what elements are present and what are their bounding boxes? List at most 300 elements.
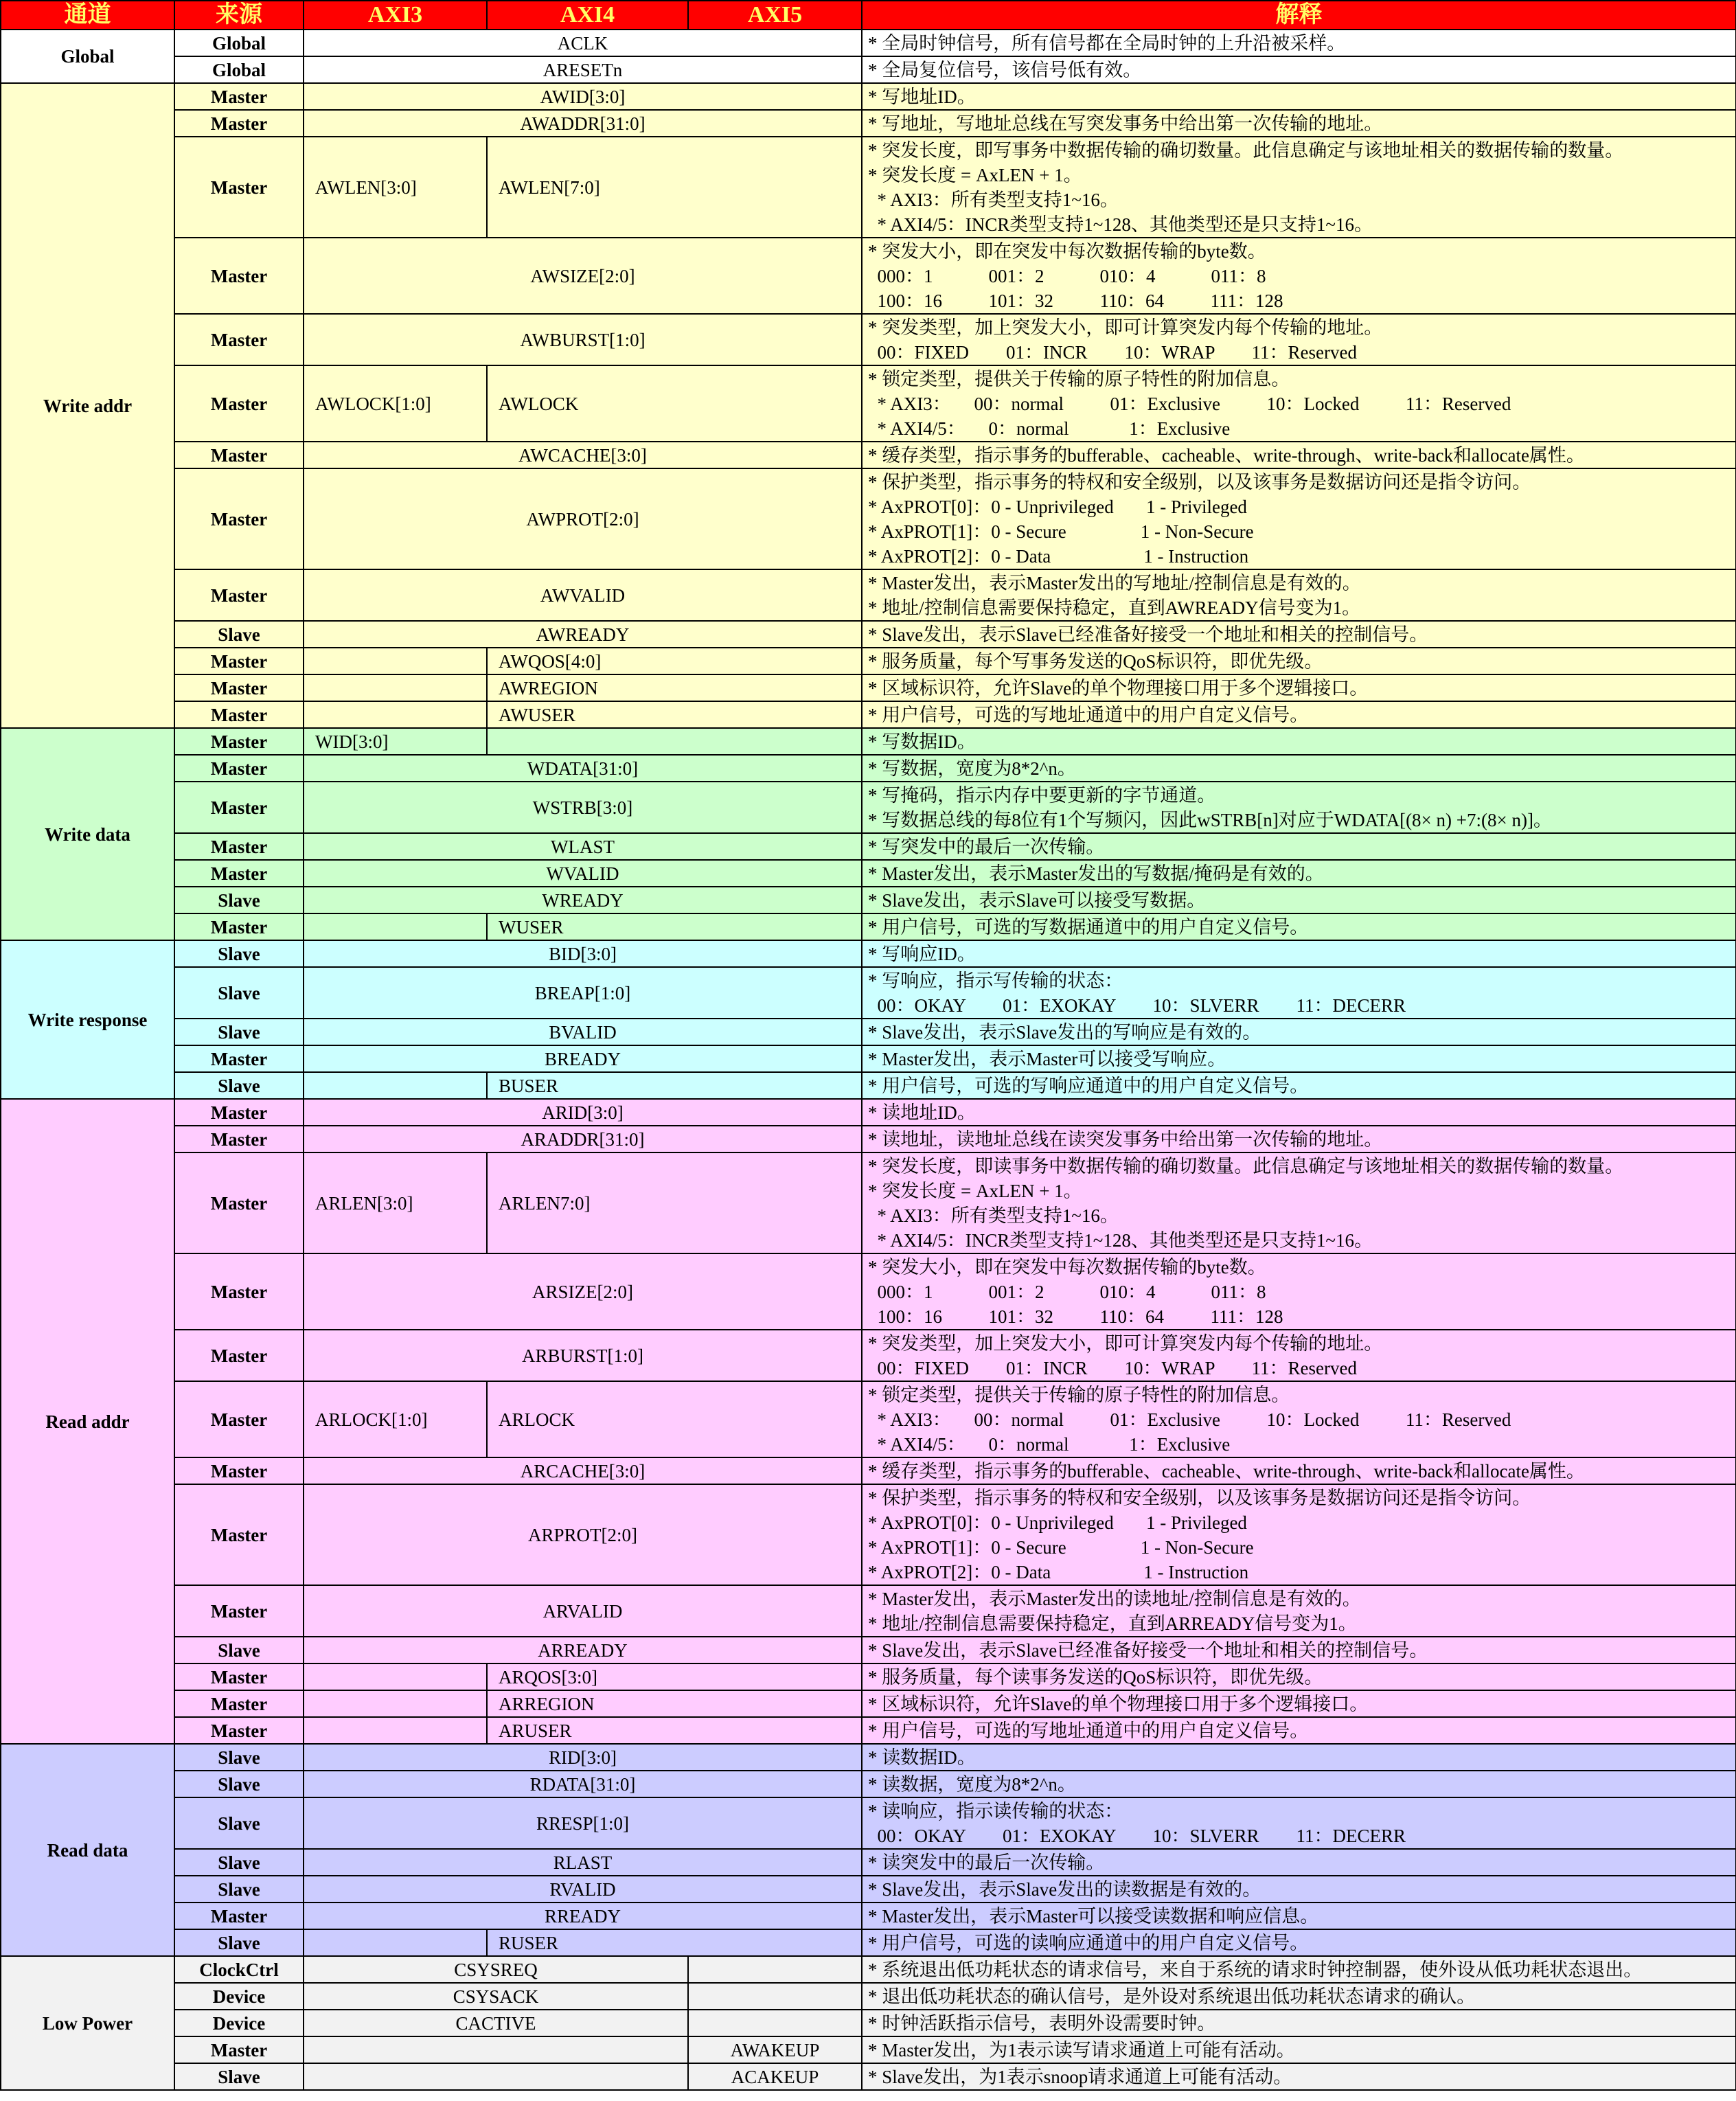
source-cell: Master (174, 701, 304, 728)
table-row (1, 2010, 1736, 2036)
signal-cell: CSYSACK (304, 1983, 688, 2010)
description-line: * 地址/控制信息需要保持稳定，直到ARREADY信号变为1。 (868, 1613, 1357, 1634)
channel-cell: Read addr (1, 1099, 174, 1744)
description-line: 00：OKAY 01：EXOKAY 10：SLVERR 11：DECERR (868, 1825, 1406, 1846)
description-cell (862, 782, 1736, 833)
description-line: * 保护类型，指示事务的特权和安全级别，以及该事务是数据访问还是指令访问。 (868, 1487, 1531, 1508)
source-cell: Slave (174, 1072, 304, 1099)
source-cell: Slave (174, 1019, 304, 1045)
source-cell: Master (174, 238, 304, 314)
description-cell (862, 1717, 1736, 1744)
signal-cell: ARPROT[2:0] (304, 1484, 862, 1585)
description-line: * AxPROT[1]：0 - Secure 1 - Non-Secure (868, 1536, 1254, 1558)
description-line: * 用户信号，可选的读响应通道中的用户自定义信号。 (868, 1932, 1309, 1953)
source-cell: Master (174, 1099, 304, 1126)
axi5-signal-cell (688, 1956, 862, 1983)
table-row (1, 56, 1736, 83)
signal-cell: ARREGION (487, 1690, 862, 1717)
table-row (1, 967, 1736, 1019)
description-cell (862, 56, 1736, 83)
description-line: * 缓存类型，指示事务的bufferable、cacheable、write-through、write-back和allocate属性。 (868, 1460, 1585, 1481)
source-cell: Slave (174, 940, 304, 967)
description-line: * Master发出，为1表示读写请求通道上可能有活动。 (868, 2039, 1295, 2060)
description-line: * Master发出，表示Master发出的写地址/控制信息是有效的。 (868, 572, 1361, 593)
table-row (1, 1330, 1736, 1381)
description-line: * AxPROT[0]：0 - Unprivileged 1 - Privileged (868, 1512, 1247, 1533)
description-cell (862, 1152, 1736, 1253)
table-row (1, 913, 1736, 940)
description-line: * AXI3： 00：normal 01：Exclusive 10：Locked 11：Reserved (868, 1409, 1511, 1430)
table-row (1, 110, 1736, 137)
source-cell: Master (174, 782, 304, 833)
table-row (1, 1099, 1736, 1126)
description-cell (862, 2036, 1736, 2063)
table-row (1, 365, 1736, 442)
signal-cell: BID[3:0] (304, 940, 862, 967)
description-line: * Slave发出，表示Slave发出的写响应是有效的。 (868, 1021, 1261, 1043)
description-line: * 区域标识符，允许Slave的单个物理接口用于多个逻辑接口。 (868, 677, 1369, 699)
signal-cell: ARREADY (304, 1637, 862, 1663)
description-line: * AXI4/5： 0：normal 1：Exclusive (868, 418, 1231, 439)
axi3-signal-cell (304, 1663, 487, 1690)
source-cell: Device (174, 1983, 304, 2010)
table-row (1, 728, 1736, 755)
description-cell (862, 1903, 1736, 1929)
table-row (1, 648, 1736, 674)
description-line: * Master发出，表示Master发出的读地址/控制信息是有效的。 (868, 1588, 1361, 1609)
axi3-signal-cell: ARLEN[3:0] (304, 1152, 487, 1253)
description-cell (862, 1099, 1736, 1126)
description-line: * Slave发出，表示Slave已经准备好接受一个地址和相关的控制信号。 (868, 624, 1428, 645)
description-line: * 退出低功耗状态的确认信号，是外设对系统退出低功耗状态请求的确认。 (868, 1986, 1476, 2007)
channel-cell: Write response (1, 940, 174, 1099)
description-line: * 突发长度，即写事务中数据传输的确切数量。此信息确定与该地址相关的数据传输的数量。 (868, 139, 1624, 161)
signal-cell: BREAP[1:0] (304, 967, 862, 1019)
table-row (1, 1797, 1736, 1849)
description-cell (862, 967, 1736, 1019)
header-channel: 通道 (1, 1, 174, 30)
description-line: * 全局时钟信号，所有信号都在全局时钟的上升沿被采样。 (868, 32, 1346, 54)
source-cell: Master (174, 1903, 304, 1929)
table-row (1, 83, 1736, 110)
description-cell (862, 468, 1736, 569)
source-cell: Master (174, 2036, 304, 2063)
signal-cell: CACTIVE (304, 2010, 688, 2036)
description-line: * 读地址，读地址总线在读突发事务中给出第一次传输的地址。 (868, 1128, 1383, 1150)
signal-cell: ARSIZE[2:0] (304, 1253, 862, 1330)
table-row (1, 30, 1736, 56)
description-cell (862, 728, 1736, 755)
description-line: * 突发类型，加上突发大小，即可计算突发内每个传输的地址。 (868, 317, 1383, 338)
source-cell: Master (174, 314, 304, 365)
signal-cell: RLAST (304, 1849, 862, 1876)
description-line: * AXI3： 00：normal 01：Exclusive 10：Locked 11：Reserved (868, 393, 1511, 414)
description-line: * 突发大小，即在突发中每次数据传输的byte数。 (868, 240, 1266, 262)
signal-cell: AWLOCK (487, 365, 862, 442)
description-line: * 缓存类型，指示事务的bufferable、cacheable、write-through、write-back和allocate属性。 (868, 444, 1585, 466)
table-row (1, 1771, 1736, 1797)
axi5-signal-cell: ACAKEUP (688, 2063, 862, 2090)
axi3-signal-cell (304, 1929, 487, 1956)
description-line: * 锁定类型，提供关于传输的原子特性的附加信息。 (868, 368, 1290, 389)
description-line: * 突发长度 = AxLEN + 1。 (868, 164, 1082, 185)
axi3-signal-cell: AWLEN[3:0] (304, 137, 487, 238)
table-row (1, 860, 1736, 887)
header-source: 来源 (174, 1, 304, 30)
description-line: 100：16 101：32 110：64 111：128 (868, 1306, 1283, 1327)
description-line: * 写数据，宽度为8*2^n。 (868, 758, 1076, 779)
table-row (1, 1929, 1736, 1956)
axi3-signal-cell (304, 648, 487, 674)
source-cell: Master (174, 1330, 304, 1381)
table-row (1, 442, 1736, 468)
table-row (1, 1690, 1736, 1717)
table-row (1, 887, 1736, 913)
signal-cell (304, 2063, 688, 2090)
table-row (1, 1072, 1736, 1099)
description-line: * AxPROT[0]：0 - Unprivileged 1 - Privileged (868, 496, 1247, 517)
description-cell (862, 940, 1736, 967)
table-row (1, 621, 1736, 648)
description-cell (862, 648, 1736, 674)
signal-cell: AWREADY (304, 621, 862, 648)
signal-cell: RUSER (487, 1929, 862, 1956)
channel-cell: Read data (1, 1744, 174, 1956)
source-cell: Master (174, 83, 304, 110)
table-row (1, 1152, 1736, 1253)
source-cell: Slave (174, 967, 304, 1019)
axi3-signal-cell: ARLOCK[1:0] (304, 1381, 487, 1457)
description-cell (862, 1072, 1736, 1099)
signal-cell: RREADY (304, 1903, 862, 1929)
source-cell: Master (174, 860, 304, 887)
table-row (1, 238, 1736, 314)
description-line: * 写掩码，指示内存中要更新的字节通道。 (868, 784, 1216, 806)
description-line: * 地址/控制信息需要保持稳定，直到AWREADY信号变为1。 (868, 597, 1361, 618)
description-line: * 写地址ID。 (868, 86, 976, 107)
source-cell: Slave (174, 1876, 304, 1903)
source-cell: Slave (174, 1744, 304, 1771)
signal-cell: ARQOS[3:0] (487, 1663, 862, 1690)
description-line: 000：1 001：2 010：4 011：8 (868, 1281, 1266, 1302)
signal-cell: AWREGION (487, 674, 862, 701)
signal-cell: WSTRB[3:0] (304, 782, 862, 833)
description-cell (862, 1484, 1736, 1585)
signal-cell: BUSER (487, 1072, 862, 1099)
description-line: * 保护类型，指示事务的特权和安全级别，以及该事务是数据访问还是指令访问。 (868, 471, 1531, 492)
channel-cell: Low Power (1, 1956, 174, 2090)
signal-cell: ARID[3:0] (304, 1099, 862, 1126)
source-cell: ClockCtrl (174, 1956, 304, 1983)
description-cell (862, 1330, 1736, 1381)
source-cell: Master (174, 468, 304, 569)
signal-cell: RVALID (304, 1876, 862, 1903)
table-row (1, 569, 1736, 621)
signal-cell: ARADDR[31:0] (304, 1126, 862, 1152)
description-line: * AxPROT[2]：0 - Data 1 - Instruction (868, 1561, 1249, 1582)
table-row (1, 1484, 1736, 1585)
signal-cell: ARESETn (304, 56, 862, 83)
description-line: * 写响应ID。 (868, 943, 976, 964)
source-cell: Master (174, 1484, 304, 1585)
table-row (1, 1126, 1736, 1152)
axi3-signal-cell (304, 1717, 487, 1744)
signal-cell: AWSIZE[2:0] (304, 238, 862, 314)
description-line: * Master发出，表示Master可以接受读数据和响应信息。 (868, 1905, 1319, 1927)
signal-cell: RRESP[1:0] (304, 1797, 862, 1849)
source-cell: Slave (174, 1797, 304, 1849)
table-row (1, 2036, 1736, 2063)
description-cell (862, 1663, 1736, 1690)
axi5-signal-cell (688, 1983, 862, 2010)
table-row (1, 940, 1736, 967)
description-line: * Slave发出，为1表示snoop请求通道上可能有活动。 (868, 2066, 1292, 2087)
axi3-signal-cell (304, 1072, 487, 1099)
source-cell: Slave (174, 1849, 304, 1876)
signal-cell (304, 2036, 688, 2063)
channel-cell: Write data (1, 728, 174, 940)
table-row (1, 1956, 1736, 1983)
description-cell (862, 1771, 1736, 1797)
axi3-signal-cell (304, 701, 487, 728)
table-row (1, 1585, 1736, 1637)
source-cell: Global (174, 56, 304, 83)
signal-cell: ARBURST[1:0] (304, 1330, 862, 1381)
table-row (1, 1849, 1736, 1876)
signal-cell: AWPROT[2:0] (304, 468, 862, 569)
description-line: * Slave发出，表示Slave可以接受写数据。 (868, 889, 1206, 911)
description-line: 00：FIXED 01：INCR 10：WRAP 11：Reserved (868, 341, 1357, 363)
signal-cell: ARLOCK (487, 1381, 862, 1457)
table-row (1, 674, 1736, 701)
source-cell: Master (174, 674, 304, 701)
description-cell (862, 621, 1736, 648)
source-cell: Master (174, 110, 304, 137)
signal-cell: AWCACHE[3:0] (304, 442, 862, 468)
source-cell: Master (174, 1381, 304, 1457)
table-row (1, 1717, 1736, 1744)
table-row (1, 1744, 1736, 1771)
description-line: * 用户信号，可选的写数据通道中的用户自定义信号。 (868, 916, 1309, 938)
description-cell (862, 674, 1736, 701)
channel-cell: Global (1, 30, 174, 83)
description-cell (862, 887, 1736, 913)
source-cell: Master (174, 913, 304, 940)
table-row (1, 468, 1736, 569)
description-line: * AXI4/5：INCR类型支持1~128、其他类型还是只支持1~16。 (868, 1229, 1373, 1251)
signal-cell: AWUSER (487, 701, 862, 728)
description-line: 000：1 001：2 010：4 011：8 (868, 265, 1266, 286)
signal-cell: AWVALID (304, 569, 862, 621)
signal-cell: AWQOS[4:0] (487, 648, 862, 674)
description-line: 00：FIXED 01：INCR 10：WRAP 11：Reserved (868, 1357, 1357, 1378)
table-row (1, 1019, 1736, 1045)
signal-cell: WLAST (304, 833, 862, 860)
description-cell (862, 1876, 1736, 1903)
description-cell (862, 2010, 1736, 2036)
description-cell (862, 2063, 1736, 2090)
table-row (1, 1983, 1736, 2010)
description-cell (862, 1744, 1736, 1771)
signal-cell: ARCACHE[3:0] (304, 1457, 862, 1484)
signal-cell: WDATA[31:0] (304, 755, 862, 782)
description-line: * 用户信号，可选的写地址通道中的用户自定义信号。 (868, 704, 1309, 725)
axi3-signal-cell: WID[3:0] (304, 728, 487, 755)
source-cell: Master (174, 648, 304, 674)
source-cell: Master (174, 1126, 304, 1152)
signal-cell: CSYSREQ (304, 1956, 688, 1983)
description-cell (862, 1690, 1736, 1717)
description-line: * 读响应，指示读传输的状态： (868, 1800, 1123, 1821)
description-line: * Slave发出，表示Slave已经准备好接受一个地址和相关的控制信号。 (868, 1639, 1428, 1661)
source-cell: Master (174, 1663, 304, 1690)
description-cell (862, 755, 1736, 782)
description-line: * 突发类型，加上突发大小，即可计算突发内每个传输的地址。 (868, 1332, 1383, 1354)
description-cell (862, 1019, 1736, 1045)
channel-cell: Write addr (1, 83, 174, 728)
source-cell: Master (174, 1152, 304, 1253)
description-line: * 读数据，宽度为8*2^n。 (868, 1773, 1076, 1795)
header-description: 解释 (862, 1, 1736, 30)
description-line: * AXI4/5： 0：normal 1：Exclusive (868, 1433, 1231, 1455)
description-cell (862, 1045, 1736, 1072)
description-line: * Master发出，表示Master可以接受写响应。 (868, 1048, 1226, 1069)
source-cell: Master (174, 1585, 304, 1637)
signal-cell: AWID[3:0] (304, 83, 862, 110)
description-cell (862, 1381, 1736, 1457)
description-line: * AxPROT[2]：0 - Data 1 - Instruction (868, 545, 1249, 567)
axi3-signal-cell (304, 913, 487, 940)
description-line: 100：16 101：32 110：64 111：128 (868, 290, 1283, 311)
source-cell: Slave (174, 1637, 304, 1663)
description-line: * 服务质量，每个写事务发送的QoS标识符，即优先级。 (868, 650, 1323, 672)
signal-cell: ACLK (304, 30, 862, 56)
table-row (1, 2063, 1736, 2090)
description-cell (862, 1929, 1736, 1956)
description-line: * 写响应，指示写传输的状态： (868, 970, 1123, 991)
description-cell (862, 569, 1736, 621)
source-cell: Slave (174, 1929, 304, 1956)
source-cell: Slave (174, 2063, 304, 2090)
description-line: * AXI3：所有类型支持1~16。 (868, 189, 1119, 210)
source-cell: Global (174, 30, 304, 56)
source-cell: Slave (174, 1771, 304, 1797)
header-axi5: AXI5 (688, 1, 862, 30)
signal-cell (487, 728, 862, 755)
axi3-signal-cell (304, 674, 487, 701)
description-cell (862, 1797, 1736, 1849)
table-row (1, 1457, 1736, 1484)
source-cell: Master (174, 569, 304, 621)
source-cell: Master (174, 833, 304, 860)
table-row (1, 833, 1736, 860)
description-line: * 时钟活跃指示信号，表明外设需要时钟。 (868, 2012, 1216, 2034)
signal-cell: BVALID (304, 1019, 862, 1045)
description-line: * AXI4/5：INCR类型支持1~128、其他类型还是只支持1~16。 (868, 214, 1373, 235)
description-cell (862, 314, 1736, 365)
description-line: * 系统退出低功耗状态的请求信号，来自于系统的请求时钟控制器，使外设从低功耗状态退出。 (868, 1959, 1643, 1980)
description-line: * 写数据总线的每8位有1个写频闪，因此wSTRB[n]对应于WDATA[(8× n) +7:(8× n)]。 (868, 809, 1552, 830)
axi3-signal-cell (304, 1690, 487, 1717)
description-cell (862, 1126, 1736, 1152)
source-cell: Master (174, 755, 304, 782)
description-cell (862, 1253, 1736, 1330)
axi5-signal-cell: AWAKEUP (688, 2036, 862, 2063)
signal-cell: RID[3:0] (304, 1744, 862, 1771)
signal-cell: AWBURST[1:0] (304, 314, 862, 365)
description-cell (862, 833, 1736, 860)
axi3-signal-cell: AWLOCK[1:0] (304, 365, 487, 442)
description-line: * 读地址ID。 (868, 1102, 976, 1123)
description-line: * 读数据ID。 (868, 1747, 976, 1768)
description-cell (862, 913, 1736, 940)
description-cell (862, 1983, 1736, 2010)
signal-cell: AWADDR[31:0] (304, 110, 862, 137)
source-cell: Master (174, 1690, 304, 1717)
source-cell: Slave (174, 887, 304, 913)
description-line: * 全局复位信号，该信号低有效。 (868, 59, 1142, 80)
table-row (1, 782, 1736, 833)
description-cell (862, 1457, 1736, 1484)
source-cell: Master (174, 442, 304, 468)
signal-cell: BREADY (304, 1045, 862, 1072)
description-line: * Master发出，表示Master发出的写数据/掩码是有效的。 (868, 863, 1324, 884)
source-cell: Master (174, 365, 304, 442)
signal-cell: WUSER (487, 913, 862, 940)
description-line: * 突发长度 = AxLEN + 1。 (868, 1180, 1082, 1201)
description-cell (862, 30, 1736, 56)
description-line: * 写地址，写地址总线在写突发事务中给出第一次传输的地址。 (868, 113, 1383, 134)
source-cell: Master (174, 1045, 304, 1072)
table-row (1, 701, 1736, 728)
header-row (1, 1, 1736, 30)
source-cell: Master (174, 137, 304, 238)
table-row (1, 1637, 1736, 1663)
table-row (1, 1663, 1736, 1690)
description-line: * 用户信号，可选的写响应通道中的用户自定义信号。 (868, 1075, 1309, 1096)
signal-cell: AWLEN[7:0] (487, 137, 862, 238)
table-row (1, 1903, 1736, 1929)
description-line: * Slave发出，表示Slave发出的读数据是有效的。 (868, 1878, 1261, 1900)
description-cell (862, 701, 1736, 728)
table-row (1, 1876, 1736, 1903)
description-cell (862, 137, 1736, 238)
table-row (1, 1253, 1736, 1330)
description-line: * AxPROT[1]：0 - Secure 1 - Non-Secure (868, 521, 1254, 542)
table-row (1, 314, 1736, 365)
signal-cell: WREADY (304, 887, 862, 913)
signal-cell: WVALID (304, 860, 862, 887)
header-axi4: AXI4 (487, 1, 688, 30)
description-cell (862, 1637, 1736, 1663)
signal-cell: ARLEN7:0] (487, 1152, 862, 1253)
source-cell: Master (174, 1717, 304, 1744)
description-cell (862, 365, 1736, 442)
table-row (1, 755, 1736, 782)
description-line: * 突发大小，即在突发中每次数据传输的byte数。 (868, 1256, 1266, 1277)
source-cell: Master (174, 1253, 304, 1330)
description-line: * AXI3：所有类型支持1~16。 (868, 1205, 1119, 1226)
description-line: * 写突发中的最后一次传输。 (868, 836, 1105, 857)
header-axi3: AXI3 (304, 1, 487, 30)
signal-cell: ARUSER (487, 1717, 862, 1744)
source-cell: Device (174, 2010, 304, 2036)
description-line: * 用户信号，可选的写地址通道中的用户自定义信号。 (868, 1720, 1309, 1741)
description-line: * 区域标识符，允许Slave的单个物理接口用于多个逻辑接口。 (868, 1693, 1369, 1714)
source-cell: Master (174, 1457, 304, 1484)
signal-cell: ARVALID (304, 1585, 862, 1637)
description-line: * 写数据ID。 (868, 731, 976, 752)
